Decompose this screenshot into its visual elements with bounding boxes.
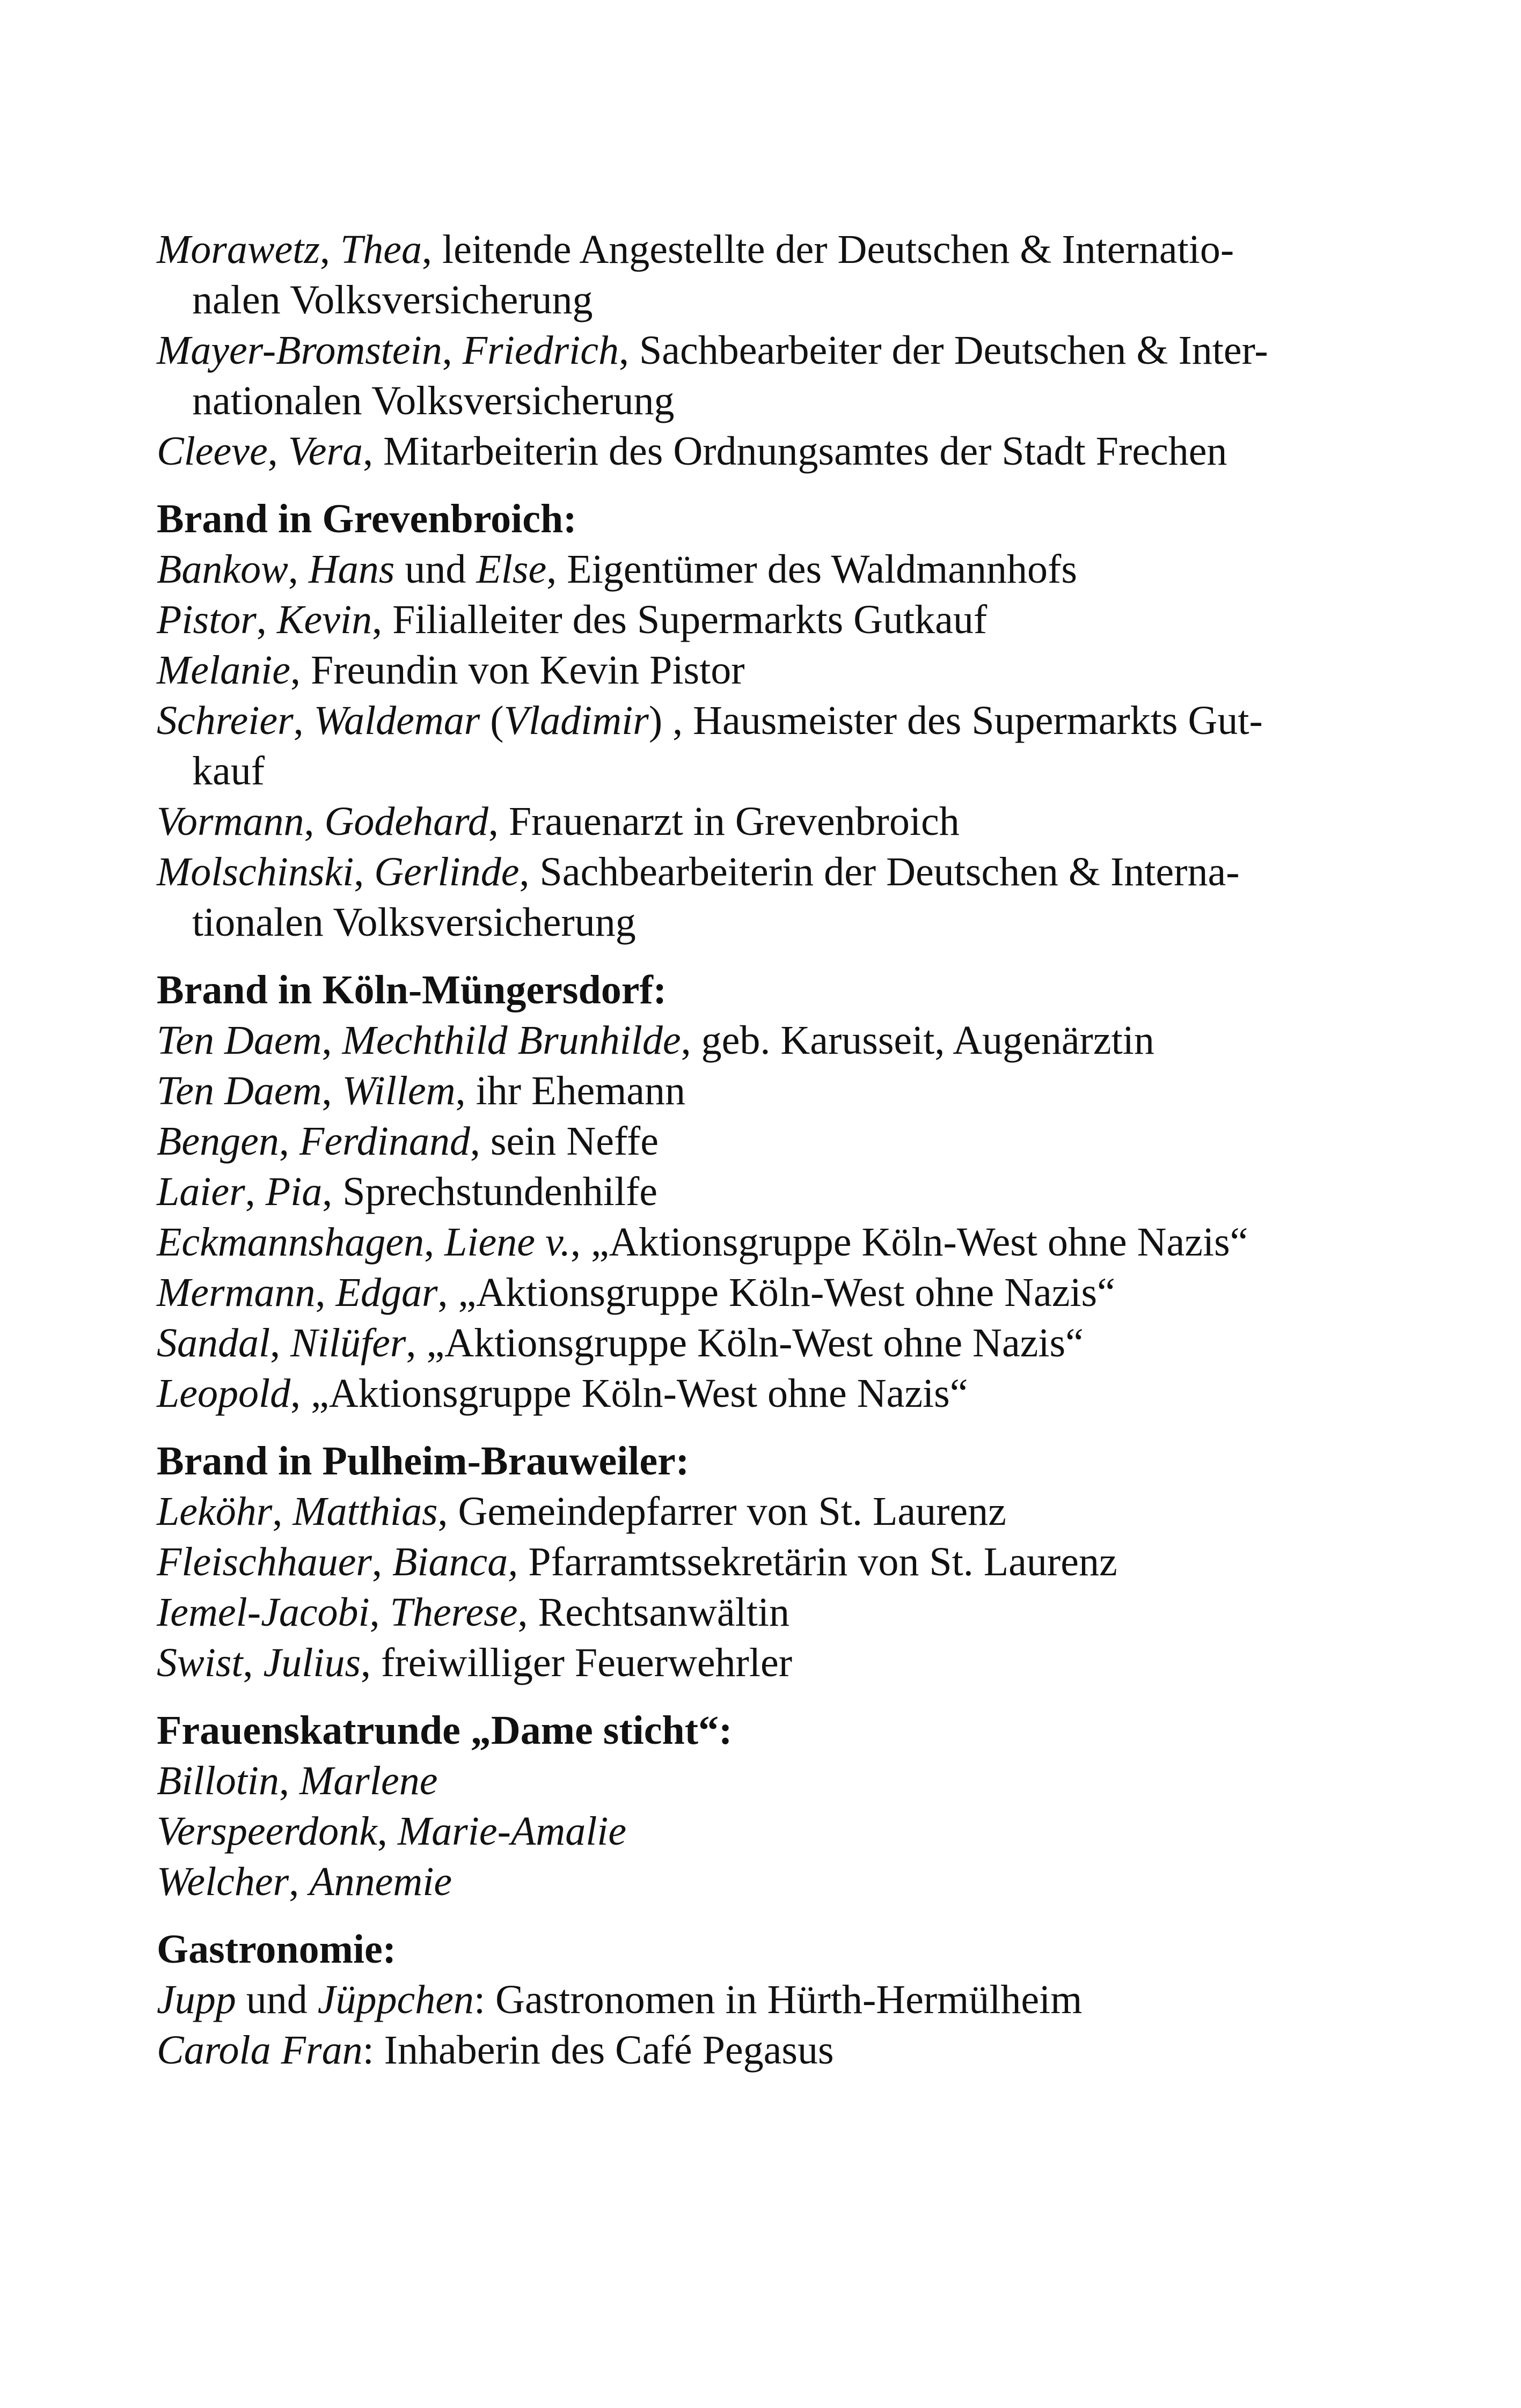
character-entry [157, 1856, 1311, 1907]
character-name: Therese [390, 1590, 518, 1635]
character-name: Friedrich [462, 328, 619, 373]
section-heading: Frauenskatrunde „Dame sticht“: [157, 1708, 733, 1753]
character-entry [157, 544, 1311, 594]
character-entry [157, 1368, 1311, 1419]
character-name: Mechthild Brunhilde [342, 1018, 681, 1063]
character-name: Iemel-Jacobi [157, 1590, 370, 1635]
character-name: Willem [342, 1068, 456, 1113]
character-name: Annemie [309, 1859, 452, 1904]
character-name: Marie-Amalie [397, 1809, 627, 1854]
character-description: , [369, 1590, 390, 1635]
character-entry [157, 1015, 1311, 1066]
character-description: ) , Hausmeister des Supermarkts Gut-kauf [192, 698, 1263, 794]
character-name: Ten Daem [157, 1018, 322, 1063]
character-description: , freiwilliger Feuerwehrler [361, 1640, 793, 1685]
character-description: , [442, 328, 463, 373]
character-entry [157, 1116, 1311, 1166]
character-name: Ten Daem [157, 1068, 322, 1113]
character-name: Bianca, [392, 1539, 518, 1584]
character-description: , ihr Ehemann [455, 1068, 686, 1113]
section [157, 494, 1311, 948]
character-name: Bankow [157, 547, 288, 592]
character-name: Pistor [157, 597, 257, 642]
character-description: , [320, 227, 340, 272]
character-description: , [293, 698, 314, 743]
character-description: , [267, 429, 288, 474]
character-name: Vormann [157, 799, 304, 844]
character-description: , Sprechstundenhilfe [322, 1169, 657, 1214]
character-name: Cleeve [157, 429, 268, 474]
character-description: , Eigentümer des Waldmannhofs [546, 547, 1077, 592]
character-entry [157, 1318, 1311, 1368]
character-entry [157, 847, 1311, 948]
character-description: , [354, 849, 375, 894]
character-entry [157, 1537, 1311, 1587]
character-entry [157, 1587, 1311, 1638]
character-name: Sandal [157, 1320, 270, 1365]
character-entry [157, 426, 1311, 476]
character-name: Morawetz [157, 227, 320, 272]
character-description: , [243, 1640, 264, 1685]
character-name: Swist [157, 1640, 243, 1685]
character-name: Leköhr [157, 1489, 273, 1534]
character-description: und [394, 547, 477, 592]
character-name: Fleischhauer [157, 1539, 372, 1584]
character-name: Mermann [157, 1270, 316, 1315]
character-description: : Gastronomen in Hürth-Hermülheim [473, 1977, 1083, 2022]
section [157, 1924, 1311, 2075]
character-entry [157, 1217, 1311, 1267]
character-description: , leitende Angestellte der Deutschen & Internatio-nalen Volksversicherung [192, 227, 1234, 322]
character-description: ( [480, 698, 504, 743]
character-description: , sein Neffe [470, 1119, 659, 1164]
character-entry [157, 645, 1311, 695]
character-description: , [279, 1758, 299, 1803]
character-name: Matthias [292, 1489, 438, 1534]
character-description: , [315, 1270, 336, 1315]
character-name: Schreier [157, 698, 294, 743]
character-name: Laier [157, 1169, 245, 1214]
character-name: Vladimir [503, 698, 649, 743]
character-entry [157, 224, 1311, 325]
section-heading: Brand in Köln-Müngersdorf: [157, 967, 667, 1012]
character-name: Liene v. [444, 1220, 571, 1265]
character-description: , Rechtsanwältin [517, 1590, 790, 1635]
character-name: Molschinski [157, 849, 354, 894]
character-entry [157, 2025, 1311, 2075]
character-description: , [272, 1489, 293, 1534]
character-entry [157, 1638, 1311, 1688]
character-name: Verspeerdonk [157, 1809, 377, 1854]
character-name: Julius [263, 1640, 361, 1685]
section-heading: Brand in Grevenbroich: [157, 496, 577, 541]
character-description: , [289, 1859, 310, 1904]
character-name: Hans [308, 547, 395, 592]
section [157, 1436, 1311, 1688]
character-name: Waldemar [313, 698, 480, 743]
section [157, 1705, 1311, 1907]
character-entry [157, 1066, 1311, 1116]
character-name: Billotin [157, 1758, 279, 1803]
character-entry [157, 1166, 1311, 1217]
character-name: Pia [265, 1169, 323, 1214]
character-name: Marlene [299, 1758, 438, 1803]
character-name: Gerlinde [374, 849, 520, 894]
character-list [157, 224, 1311, 2075]
character-name: Melanie [157, 648, 291, 693]
character-description: , Filialleiter des Supermarkts Gutkauf [372, 597, 988, 642]
character-name: Else [476, 547, 547, 592]
character-description: und [236, 1977, 318, 2022]
character-description: , Mitarbeiterin des Ordnungsamtes der Stadt Frechen [363, 429, 1227, 474]
character-name: Bengen [157, 1119, 279, 1164]
character-description: , [372, 1539, 393, 1584]
character-entry [157, 796, 1311, 847]
character-description: , [288, 547, 309, 592]
character-entry [157, 1806, 1311, 1856]
character-name: Nilüfer [290, 1320, 406, 1365]
character-name: Kevin [276, 597, 372, 642]
character-entry [157, 1486, 1311, 1537]
character-name: Mayer-Bromstein [157, 328, 442, 373]
section [157, 965, 1311, 1419]
character-description: , [321, 1068, 342, 1113]
character-description: , Freundin von Kevin Pistor [290, 648, 745, 693]
character-description: , Gemeindepfarrer von St. Laurenz [437, 1489, 1006, 1534]
character-description: , [321, 1018, 342, 1063]
character-description: , geb. Karusseit, Augenärztin [681, 1018, 1154, 1063]
character-entry [157, 1756, 1311, 1806]
character-entry [157, 325, 1311, 426]
character-description: : Inhaberin des Café Pegasus [362, 2028, 834, 2073]
character-name: Eckmannshagen [157, 1220, 425, 1265]
character-description: , Sachbearbeiterin der Deutschen & Interna-tionalen Volksversicherung [192, 849, 1240, 945]
character-entry [157, 695, 1311, 796]
character-description: , „Aktionsgruppe Köln-West ohne Nazis“ [290, 1371, 968, 1416]
section-heading: Gastronomie: [157, 1927, 397, 1972]
character-name: Vera [288, 429, 363, 474]
character-description: , Frauenarzt in Grevenbroich [488, 799, 960, 844]
character-entry [157, 1974, 1311, 2025]
character-description: , [279, 1119, 299, 1164]
character-description: , [424, 1220, 445, 1265]
character-description: , „Aktionsgruppe Köln-West ohne Nazis“ [571, 1220, 1248, 1265]
character-name: Jüppchen [317, 1977, 474, 2022]
character-description: , [270, 1320, 291, 1365]
character-name: Carola Fran [157, 2028, 363, 2073]
character-name: Edgar [335, 1270, 438, 1315]
character-description: , [304, 799, 325, 844]
character-description: , [245, 1169, 266, 1214]
character-name: Godehard [324, 799, 488, 844]
character-name: Welcher [157, 1859, 289, 1904]
character-name: Leopold [157, 1371, 291, 1416]
section-heading: Brand in Pulheim-Brauweiler: [157, 1438, 690, 1484]
character-entry [157, 1267, 1311, 1318]
character-description: , [256, 597, 277, 642]
section [157, 224, 1311, 476]
character-entry [157, 594, 1311, 645]
character-description: , [377, 1809, 398, 1854]
character-name: Thea [340, 227, 422, 272]
character-description: , Sachbearbeiter der Deutschen & Inter-nationalen Volksversicherung [192, 328, 1268, 423]
character-description: , „Aktionsgruppe Köln-West ohne Nazis“ [437, 1270, 1115, 1315]
character-name: Jupp [157, 1977, 236, 2022]
character-description: , „Aktionsgruppe Köln-West ohne Nazis“ [406, 1320, 1084, 1365]
character-description: Pfarramtssekretärin von St. Laurenz [518, 1539, 1117, 1584]
character-name: Ferdinand [299, 1119, 470, 1164]
